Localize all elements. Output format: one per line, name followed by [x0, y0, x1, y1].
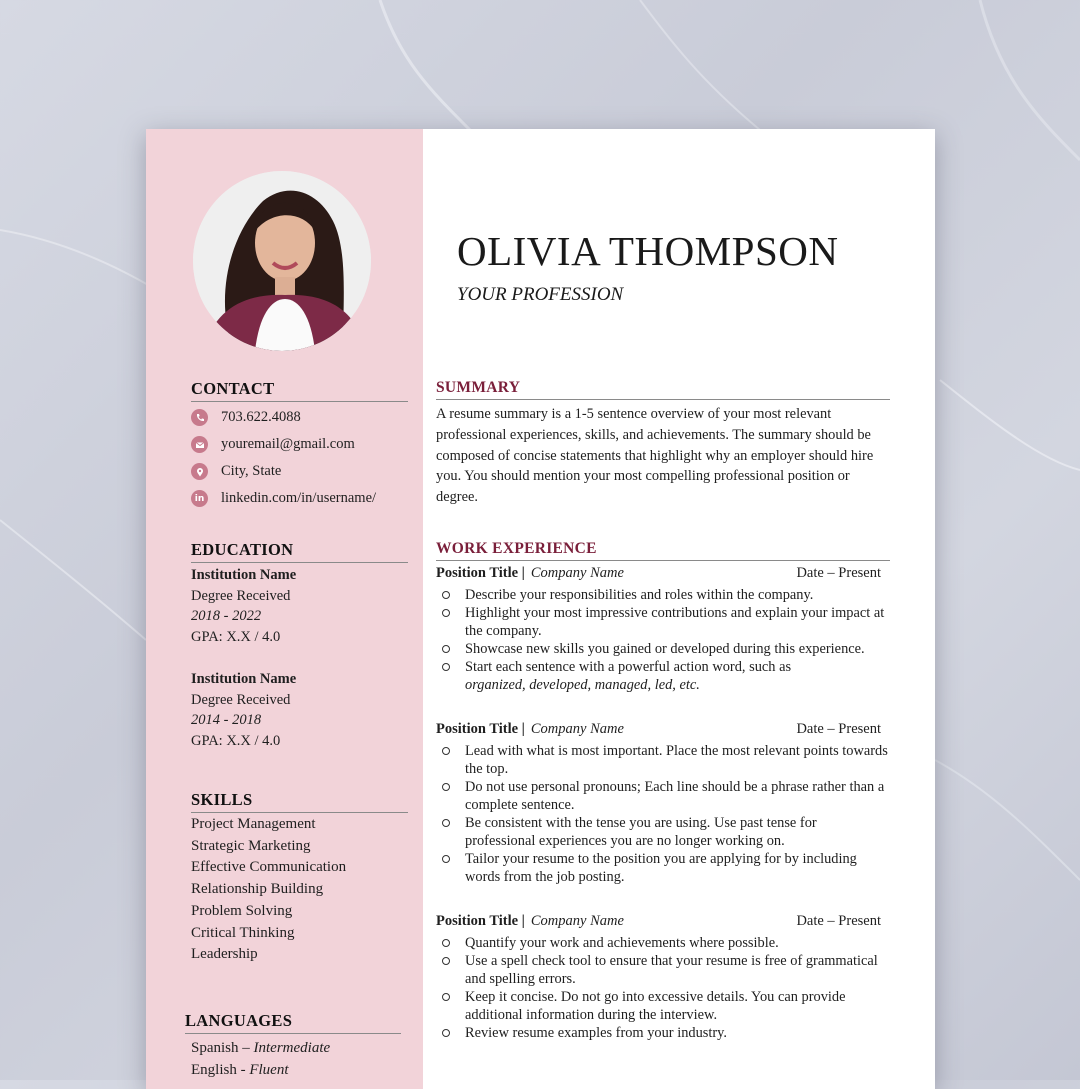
bullet-item: Do not use personal pronouns; Each line should be a phrase rather than a complete sentence. — [436, 778, 890, 814]
language-separator: - — [236, 1062, 250, 1078]
education-heading: EDUCATION — [191, 540, 408, 563]
job-bullets — [436, 742, 890, 886]
skill-item: Leadership — [191, 946, 258, 963]
degree: Degree Received — [191, 691, 291, 708]
bullet-item: Showcase new skills you gained or developed during this experience. — [436, 640, 890, 658]
job-dates: Date – Present — [796, 720, 881, 737]
job-entry — [436, 910, 890, 1042]
skill-item: Problem Solving — [191, 902, 293, 919]
language-item — [191, 1037, 401, 1059]
gpa: GPA: X.X / 4.0 — [191, 628, 281, 645]
bullet-item — [436, 658, 890, 694]
languages-heading: LANGUAGES — [185, 1011, 401, 1034]
summary-heading: SUMMARY — [436, 379, 890, 400]
profile-photo — [193, 171, 371, 351]
bullet-item: Quantify your work and achievements where possible. — [436, 934, 890, 952]
job-entry — [436, 718, 890, 886]
contact-heading: CONTACT — [191, 379, 408, 402]
bullet-item: Keep it concise. Do not go into excessive details. You can provide additional information during the interview. — [436, 988, 890, 1024]
language-separator: – — [238, 1040, 254, 1056]
language-level: Intermediate — [253, 1040, 331, 1056]
education-entry — [191, 565, 408, 647]
skill-item: Relationship Building — [191, 881, 324, 898]
job-entry — [436, 562, 890, 694]
title-separator: | — [521, 912, 525, 929]
email-icon — [191, 436, 208, 453]
email-text: youremail@gmail.com — [221, 436, 355, 452]
job-dates: Date – Present — [796, 564, 881, 581]
work-experience-heading: WORK EXPERIENCE — [436, 540, 890, 561]
summary-text: A resume summary is a 1-5 sentence overview of your most relevant professional experiences, skills, and achievements. The summary should be composed of concise statements that highlight why an employer should hire you. You should mention your most compelling professional position or degree. — [436, 406, 874, 506]
degree: Degree Received — [191, 587, 291, 604]
bullet-text: Start each sentence with a powerful action word, such as — [465, 659, 792, 675]
language-level: Fluent — [249, 1062, 289, 1078]
company-name: Company Name — [530, 912, 624, 929]
bullet-item: Highlight your most impressive contributions and explain your impact at the company. — [436, 604, 890, 640]
company-name: Company Name — [530, 720, 624, 737]
skill-item: Strategic Marketing — [191, 837, 311, 854]
languages-section — [185, 1011, 401, 1081]
bullet-item: Describe your responsibilities and roles within the company. — [436, 586, 890, 604]
phone-text: 703.622.4088 — [221, 409, 301, 425]
language-name: English — [191, 1062, 237, 1078]
job-header — [436, 718, 890, 740]
job-header — [436, 562, 890, 584]
location-icon — [191, 463, 208, 480]
position-title: Position Title — [436, 912, 519, 929]
title-separator: | — [521, 564, 525, 581]
sidebar — [146, 129, 423, 1089]
skills-heading: SKILLS — [191, 790, 408, 813]
bullet-italic-examples: organized, developed, managed, led, etc. — [465, 677, 700, 693]
years: 2014 - 2018 — [191, 712, 262, 728]
job-dates: Date – Present — [796, 912, 881, 929]
skill-item: Project Management — [191, 816, 316, 832]
title-separator: | — [521, 720, 525, 737]
resume-page — [146, 129, 935, 1089]
bullet-item: Tailor your resume to the position you are applying for by including words from the job posting. — [436, 850, 890, 886]
work-experience-section — [436, 540, 890, 1042]
language-name: Spanish — [191, 1040, 239, 1056]
education-entry — [191, 669, 408, 751]
location-text: City, State — [221, 463, 282, 479]
contact-email — [191, 431, 408, 458]
gpa: GPA: X.X / 4.0 — [191, 732, 281, 749]
skill-item: Critical Thinking — [191, 924, 295, 941]
skills-section — [191, 790, 408, 966]
bullet-item: Be consistent with the tense you are using. Use past tense for professional experiences you are no longer working on. — [436, 814, 890, 850]
bullet-item: Use a spell check tool to ensure that your resume is free of grammatical and spelling errors. — [436, 952, 890, 988]
bullet-item: Review resume examples from your industry. — [436, 1024, 890, 1042]
position-title: Position Title — [436, 720, 519, 737]
summary-section — [436, 379, 890, 508]
institution-name: Institution Name — [191, 567, 297, 583]
job-bullets — [436, 934, 890, 1042]
position-title: Position Title — [436, 564, 519, 581]
linkedin-icon: in — [191, 490, 208, 507]
job-header — [436, 910, 890, 932]
years: 2018 - 2022 — [191, 608, 262, 624]
education-section — [191, 540, 408, 751]
bullet-item: Lead with what is most important. Place the most relevant points towards the top. — [436, 742, 890, 778]
contact-phone — [191, 404, 408, 431]
language-item — [191, 1059, 401, 1081]
linkedin-text: linkedin.com/in/username/ — [221, 490, 377, 506]
candidate-name: OLIVIA THOMPSON — [457, 228, 839, 274]
contact-location — [191, 458, 408, 485]
job-bullets — [436, 586, 890, 694]
institution-name: Institution Name — [191, 671, 297, 687]
skill-item: Effective Communication — [191, 859, 347, 876]
candidate-profession: YOUR PROFESSION — [457, 284, 624, 305]
phone-icon — [191, 409, 208, 426]
company-name: Company Name — [530, 564, 624, 581]
contact-section — [191, 379, 408, 512]
contact-linkedin — [191, 485, 408, 512]
